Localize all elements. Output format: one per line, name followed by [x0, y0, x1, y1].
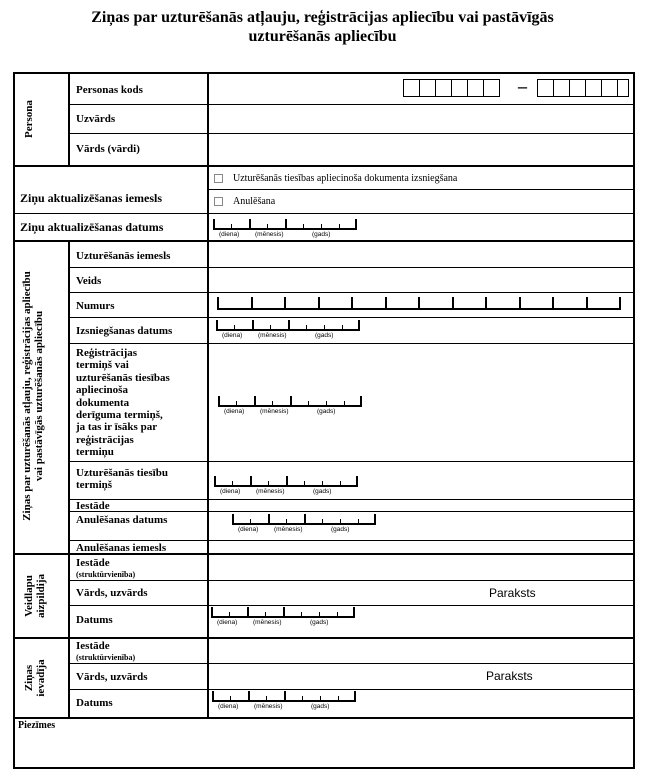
validity-term-label: [76, 347, 170, 459]
column-divider: [207, 240, 209, 554]
right-term-label: [76, 467, 168, 491]
permit-section-line-2: vai pastāvīgās uzturēšanās apliecību: [33, 310, 45, 482]
date-caption-day: (diena): [222, 332, 243, 339]
code-separator: –: [518, 76, 527, 96]
column-divider: [207, 72, 209, 166]
entrant-signature-label: Paraksts: [486, 669, 533, 683]
number-cell-tick: [519, 297, 521, 309]
number-cell-tick: [251, 297, 253, 309]
number-cell-tick: [452, 297, 454, 309]
row-divider: [69, 317, 635, 318]
entrant-section-label: [23, 638, 51, 718]
code-digit-box[interactable]: [467, 79, 484, 97]
row-divider: [69, 461, 635, 462]
entrant-institution-label: Iestāde: [76, 640, 110, 652]
entrant-section-line-1: Ziņas: [23, 664, 35, 692]
update-date-label: Ziņu aktualizēšanas datums: [20, 220, 164, 234]
persona-section-label: Persona: [23, 100, 35, 138]
date-tick: [358, 320, 360, 330]
row-divider: [13, 213, 635, 214]
code-digit-box[interactable]: [617, 79, 629, 97]
entrant-date-label: Datums: [76, 697, 113, 709]
number-cell-tick: [619, 297, 621, 309]
date-tick: [268, 481, 269, 486]
code-digit-box[interactable]: [569, 79, 586, 97]
date-tick: [249, 219, 251, 229]
date-caption-month: (mēnesis): [256, 488, 285, 495]
date-tick: [322, 481, 323, 486]
form-title: [0, 8, 645, 46]
row-divider: [207, 189, 635, 190]
type-label: Veids: [76, 275, 102, 287]
number-cell-tick: [552, 297, 554, 309]
date-tick: [324, 325, 325, 330]
entrant-section-line-2: ievadīja: [35, 659, 47, 697]
row-divider: [69, 343, 635, 344]
row-divider: [69, 540, 635, 541]
personal-code-label: Personas kods: [76, 84, 143, 96]
row-divider: [69, 133, 635, 134]
date-tick: [232, 481, 233, 486]
number-cell-tick: [318, 297, 320, 309]
row-divider: [69, 580, 635, 581]
date-tick: [212, 691, 214, 701]
date-tick: [231, 224, 232, 229]
date-tick: [306, 325, 307, 330]
date-caption-month: (mēnesis): [255, 231, 284, 238]
right-term-date-field[interactable]: [214, 476, 358, 498]
number-cell-tick: [485, 297, 487, 309]
first-name-label: Vārds (vārdi): [76, 143, 140, 155]
right-term-line: Uzturēšanās tiesību: [76, 467, 168, 479]
date-tick: [218, 396, 220, 406]
number-cell-tick: [586, 297, 588, 309]
number-cell-tick: [217, 297, 219, 309]
column-divider: [207, 637, 209, 718]
validity-line: ja tas ir īsāks par: [76, 421, 158, 434]
date-caption-year: (gads): [310, 619, 329, 626]
date-caption-month: (mēnesis): [254, 703, 283, 710]
entrant-date-field[interactable]: [212, 691, 356, 713]
date-tick: [272, 401, 273, 406]
date-caption-day: (diena): [218, 703, 239, 710]
column-divider: [68, 553, 70, 638]
validity-line: dokumenta: [76, 396, 130, 409]
date-tick: [337, 612, 338, 617]
date-tick: [356, 476, 358, 486]
validity-line: derīguma termiņš,: [76, 409, 163, 422]
number-cell-tick: [385, 297, 387, 309]
date-tick: [266, 696, 267, 701]
date-tick: [270, 325, 271, 330]
issue-date-label: Izsniegšanas datums: [76, 325, 173, 337]
date-tick: [267, 224, 268, 229]
date-caption-day: (diena): [238, 526, 259, 533]
code-digit-box[interactable]: [585, 79, 602, 97]
date-tick: [353, 607, 355, 617]
cancellation-option-label: Anulēšana: [233, 196, 276, 207]
date-caption-year: (gads): [315, 332, 334, 339]
number-cell-tick: [284, 297, 286, 309]
date-tick: [250, 519, 251, 524]
date-tick: [248, 691, 250, 701]
filler-section-line-1: Veidlapu: [23, 575, 35, 617]
column-divider: [68, 240, 70, 554]
form-title-line-2: uzturēšanās apliecību: [248, 28, 397, 45]
filler-name-label: Vārds, uzvārds: [76, 587, 148, 599]
date-tick: [236, 401, 237, 406]
entrant-name-label: Vārds, uzvārds: [76, 671, 148, 683]
date-tick: [232, 514, 234, 524]
date-tick: [247, 607, 249, 617]
date-tick: [303, 224, 304, 229]
date-tick: [254, 396, 256, 406]
date-tick: [290, 396, 292, 406]
date-tick: [320, 696, 321, 701]
validity-line: termiņu: [76, 446, 114, 459]
date-tick: [344, 401, 345, 406]
row-divider: [69, 499, 635, 500]
date-tick: [211, 607, 213, 617]
issuance-checkbox[interactable]: [214, 174, 223, 183]
cancel-date-label: Anulēšanas datums: [76, 514, 168, 526]
date-tick: [326, 401, 327, 406]
row-divider: [69, 605, 635, 606]
date-tick: [286, 476, 288, 486]
issue-date-field[interactable]: [216, 320, 360, 342]
date-tick: [286, 519, 287, 524]
date-tick: [302, 696, 303, 701]
number-cell-tick: [418, 297, 420, 309]
validity-line: uzturēšanās tiesības: [76, 371, 170, 384]
validity-line: termiņš vai: [76, 359, 129, 372]
date-caption-day: (diena): [219, 231, 240, 238]
date-tick: [308, 401, 309, 406]
column-divider: [68, 72, 70, 166]
residence-basis-label: Uzturēšanās iemesls: [76, 250, 171, 262]
filler-unit-label: (struktūrvienība): [76, 570, 136, 579]
filler-date-field[interactable]: [211, 607, 355, 629]
row-divider: [69, 104, 635, 105]
date-caption-year: (gads): [317, 408, 336, 415]
row-divider: [69, 267, 635, 268]
date-caption-month: (mēnesis): [258, 332, 287, 339]
filler-institution-label: Iestāde: [76, 557, 110, 569]
validity-date-field[interactable]: [218, 396, 362, 418]
cancel-reason-label: Anulēšanas iemesls: [76, 542, 167, 554]
date-tick: [229, 612, 230, 617]
right-term-line: termiņš: [76, 479, 113, 491]
column-divider: [68, 637, 70, 718]
date-caption-day: (diena): [220, 488, 241, 495]
column-divider: [207, 165, 209, 241]
date-tick: [214, 476, 216, 486]
date-tick: [268, 514, 270, 524]
code-digit-box[interactable]: [403, 79, 420, 97]
cancel-date-field[interactable]: [232, 514, 376, 536]
date-tick: [374, 514, 376, 524]
date-caption-month: (mēnesis): [253, 619, 282, 626]
row-divider: [69, 292, 635, 293]
validity-line: apliecinoša: [76, 384, 128, 397]
date-tick: [358, 519, 359, 524]
date-tick: [213, 219, 215, 229]
date-tick: [322, 519, 323, 524]
date-tick: [284, 691, 286, 701]
date-tick: [338, 696, 339, 701]
row-divider: [69, 663, 635, 664]
number-cell-tick: [351, 297, 353, 309]
row-divider: [69, 511, 635, 512]
code-digit-box[interactable]: [419, 79, 436, 97]
date-tick: [354, 691, 356, 701]
date-tick: [355, 219, 357, 229]
filler-section-label: [23, 556, 51, 636]
date-tick: [252, 320, 254, 330]
date-caption-month: (mēnesis): [260, 408, 289, 415]
notes-field[interactable]: [15, 732, 633, 767]
date-caption-month: (mēnesis): [274, 526, 303, 533]
filler-signature-label: Paraksts: [489, 586, 536, 600]
code-digit-box[interactable]: [537, 79, 554, 97]
permit-section-line-1: Ziņas par uzturēšanās atļauju, reģistrācijas apliecību: [21, 271, 33, 521]
date-tick: [319, 612, 320, 617]
code-digit-box[interactable]: [483, 79, 500, 97]
permit-section-label: [21, 246, 49, 546]
date-tick: [283, 607, 285, 617]
date-tick: [265, 612, 266, 617]
update-reason-label: Ziņu aktualizēšanas iemesls: [20, 191, 163, 205]
validity-line: reģistrācijas: [76, 433, 134, 446]
date-tick: [234, 325, 235, 330]
cancellation-checkbox[interactable]: [214, 197, 223, 206]
date-tick: [216, 320, 218, 330]
issuance-option-label: Uzturēšanās tiesības apliecinoša dokumenta izsniegšana: [233, 173, 458, 184]
date-tick: [230, 696, 231, 701]
institution-label: Iestāde: [76, 500, 110, 512]
date-tick: [340, 481, 341, 486]
section-divider: [13, 637, 635, 639]
filler-section-line-2: aizpildija: [35, 574, 47, 619]
section-divider: [13, 717, 635, 719]
permit-number-field[interactable]: [217, 297, 621, 310]
validity-line: Reģistrācijas: [76, 347, 138, 359]
date-tick: [285, 219, 287, 229]
date-tick: [304, 514, 306, 524]
date-tick: [288, 320, 290, 330]
date-caption-year: (gads): [313, 488, 332, 495]
code-digit-box[interactable]: [435, 79, 452, 97]
number-label: Numurs: [76, 300, 115, 312]
date-tick: [250, 476, 252, 486]
date-caption-year: (gads): [312, 231, 331, 238]
date-caption-day: (diena): [224, 408, 245, 415]
filler-date-label: Datums: [76, 614, 113, 626]
date-caption-year: (gads): [311, 703, 330, 710]
date-tick: [321, 224, 322, 229]
surname-label: Uzvārds: [76, 113, 116, 125]
section-divider: [13, 165, 635, 167]
date-tick: [301, 612, 302, 617]
notes-label: Piezīmes: [18, 720, 56, 731]
date-caption-year: (gads): [331, 526, 350, 533]
date-tick: [342, 325, 343, 330]
date-tick: [360, 396, 362, 406]
form-title-line-1: Ziņas par uzturēšanās atļauju, reģistrācijas apliecību vai pastāvīgās: [91, 9, 554, 26]
code-digit-box[interactable]: [553, 79, 570, 97]
entrant-unit-label: (struktūrvienība): [76, 653, 136, 662]
date-tick: [304, 481, 305, 486]
code-digit-box[interactable]: [601, 79, 618, 97]
column-divider: [207, 553, 209, 638]
date-tick: [340, 519, 341, 524]
row-divider: [69, 689, 635, 690]
date-caption-day: (diena): [217, 619, 238, 626]
date-tick: [339, 224, 340, 229]
update-date-field[interactable]: [213, 219, 357, 241]
code-digit-box[interactable]: [451, 79, 468, 97]
